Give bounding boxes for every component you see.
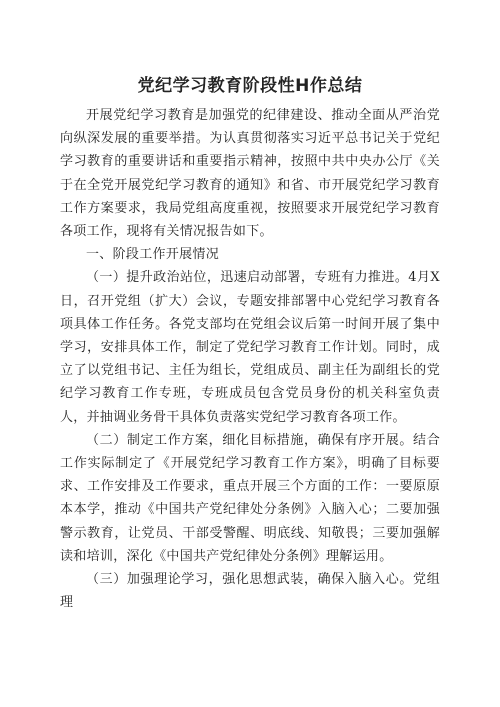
item-paragraph-1: （一）提升政治站位，迅速启动部署，专班有力推进。4月X日，召开党组（扩大）会议，专题安排部署中心党纪学习教育各项具体工作任务。各党支部均在党组会议后第一时间开展了集中学习，安排具体工作，制定了党纪学习教育工作计划。同时，成立了以党组书记、主任为组长，党组成员、副主任为副组长的党纪学习教育工作专班，专班成员包含党员身份的机关科室负责人，并抽调业务骨干具体负责落实党纪学习教育各项工作。	[60, 270, 440, 425]
document-body	[60, 104, 440, 614]
section-heading: 一、阶段工作开展情况	[86, 247, 220, 263]
item-paragraph-2: （二）制定工作方案，细化目标措施，确保有序开展。结合工作实际制定了《开展党纪学习教育工作方案》，明确了目标要求、工作安排及工作要求，重点开展三个方面的工作：一要原原本本学，推动《中国共产党纪律处分条例》入脑入心；二要加强警示教育，让党员、干部受警醒、明底线、知敬畏；三要加强解读和培训，深化《中国共产党纪律处分条例》理解运用。	[60, 432, 440, 564]
intro-paragraph: 开展党纪学习教育是加强党的纪律建设、推动全面从严治党向纵深发展的重要举措。为认真贯彻落实习近平总书记关于党纪学习教育的重要讲话和重要指示精神，按照中共中央办公厅《关于在全党开展党纪学习教育的通知》和省、市开展党纪学习教育工作方案要求，我局党组高度重视，按照要求开展党纪学习教育各项工作，现将有关情况报告如下。	[60, 108, 440, 240]
item-paragraph-3: （三）加强理论学习，强化思想武装，确保入脑入心。党组理	[60, 572, 440, 611]
document-title: 党纪学习教育阶段性H作总结	[137, 76, 363, 96]
